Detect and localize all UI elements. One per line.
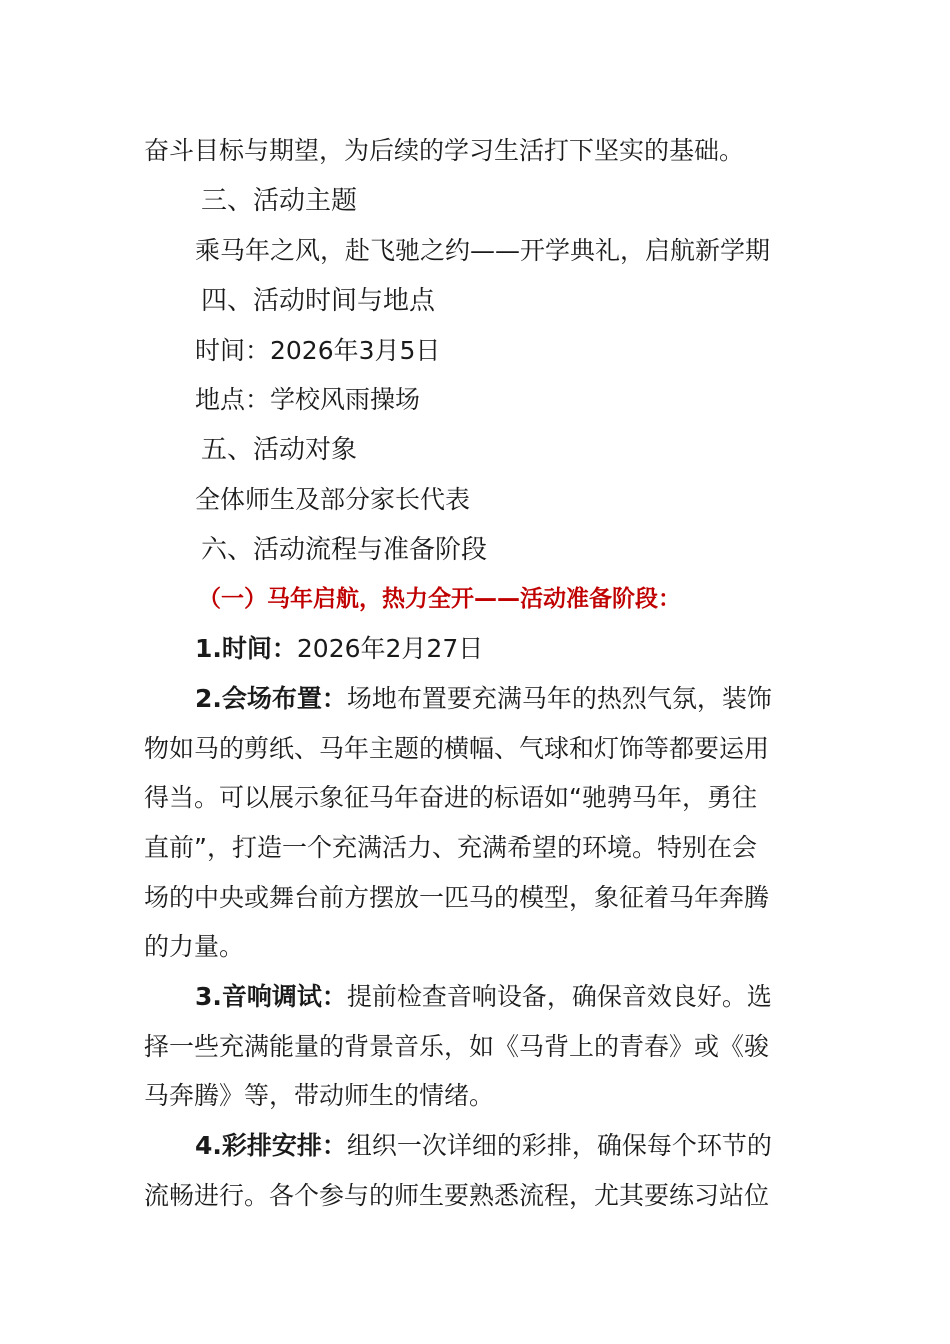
- item-label: 1.时间：: [195, 634, 297, 663]
- paragraph-line: 得当。可以展示象征马年奋进的标语如“驰骋马年，勇往: [144, 783, 757, 812]
- section-heading-time-place: 四、活动时间与地点: [201, 286, 436, 316]
- paragraph-line: 物如马的剪纸、马年主题的横幅、气球和灯饰等都要运用: [144, 734, 770, 763]
- item-rehearsal-line: [195, 1121, 859, 1171]
- section-heading-theme: 三、活动主题: [201, 186, 358, 216]
- item-text: 提前检查音响设备，确保音效良好。选: [346, 982, 772, 1011]
- paragraph-line: 的力量。: [144, 932, 245, 961]
- section-heading-target: 五、活动对象: [201, 435, 358, 465]
- item-label: 4.彩排安排：: [195, 1131, 347, 1160]
- item-time: [195, 624, 859, 674]
- place-text: 地点：学校风雨操场: [195, 385, 421, 414]
- paragraph-line: 直前”，打造一个充满活力、充满希望的环境。特别在会: [144, 833, 757, 862]
- item-venue-line: [195, 674, 808, 724]
- paragraph-line: 马奔腾》等，带动师生的情绪。: [144, 1081, 495, 1110]
- item-text: 2026年2月27日: [296, 634, 484, 663]
- theme-text: 乘马年之风，赴飞驰之约——开学典礼，启航新学期: [195, 236, 771, 265]
- subsection-heading-preparation: （一）马年启航，热力全开——活动准备阶段：: [198, 586, 681, 612]
- paragraph-line: 场的中央或舞台前方摆放一匹马的模型，象征着马年奔腾: [144, 883, 770, 912]
- paragraph-line: 奋斗目标与期望，为后续的学习生活打下坚实的基础。: [144, 136, 745, 165]
- item-label: 2.会场布置：: [195, 684, 347, 713]
- target-text: 全体师生及部分家长代表: [195, 485, 471, 514]
- item-audio-line: [195, 972, 859, 1022]
- item-label: 3.音响调试：: [195, 982, 347, 1011]
- item-text: 场地布置要充满马年的热烈气氛，装饰: [346, 684, 772, 713]
- time-text: 时间：2026年3月5日: [195, 336, 441, 365]
- paragraph-line: 流畅进行。各个参与的师生要熟悉流程，尤其要练习站位: [144, 1181, 770, 1210]
- item-text: 组织一次详细的彩排，确保每个环节的: [346, 1131, 772, 1160]
- paragraph-line: 择一些充满能量的背景音乐，如《马背上的青春》或《骏: [144, 1032, 770, 1061]
- section-heading-process: 六、活动流程与准备阶段: [201, 535, 488, 565]
